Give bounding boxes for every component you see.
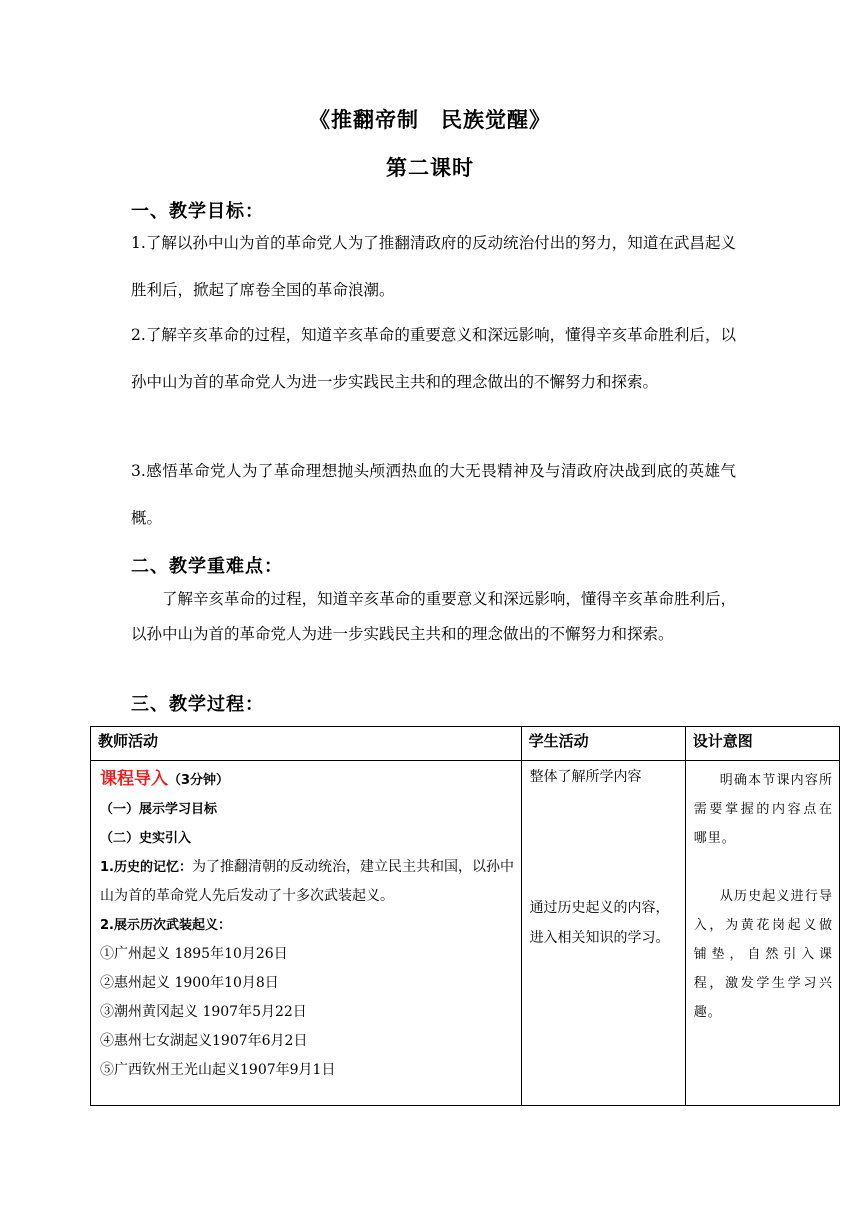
design-intent-1: 明确本节课内容所需要掌握的内容点在哪里。	[693, 773, 833, 846]
table-row	[91, 761, 840, 1106]
student-activity-cell	[521, 761, 685, 1106]
intro-title: 课程导入	[100, 769, 168, 789]
header-teacher-activity: 教师活动	[91, 727, 522, 761]
objective-item-1: 1.了解以孙中山为首的革命党人为了推翻清政府的反动统治付出的努力，知道在武昌起义胜利后，掀起了席卷全国的革命浪潮。	[131, 234, 736, 299]
list-item: ②惠州起义 1900年10月8日	[100, 975, 279, 991]
design-spacer	[694, 853, 833, 882]
step-show-objectives: （一）展示学习目标	[100, 802, 218, 817]
history-memory-label: 1.历史的记忆：	[100, 860, 192, 875]
history-memory	[100, 853, 515, 911]
table-header-row	[91, 727, 840, 761]
uprisings-label: 2.展示历次武装起义：	[100, 918, 231, 933]
lesson-table	[90, 726, 840, 1106]
step-historical-intro: （二）史实引入	[100, 831, 192, 846]
objective-item-3: 3.感悟革命党人为了革命理想抛头颅洒热血的大无畏精神及与清政府决战到底的英雄气概。	[131, 462, 736, 527]
document-subtitle: 第二课时	[386, 156, 474, 180]
section-heading-process: 三、教学过程：	[131, 694, 264, 715]
student-activity-2: 通过历史起义的内容，进入相关知识的学习。	[529, 900, 670, 946]
teacher-activity-cell	[91, 761, 522, 1106]
history-memory-text: 为了推翻清朝的反动统治，建立民主共和国，以孙中山为首的革命党人先后发动了十多次武装起义。	[100, 859, 514, 904]
list-item: ①广州起义 1895年10月26日	[100, 946, 288, 962]
design-intent-cell	[685, 761, 839, 1106]
header-design-intent: 设计意图	[685, 727, 839, 761]
header-student-activity: 学生活动	[521, 727, 685, 761]
design-intent-2: 从历史起义进行导入，为黄花岗起义做铺垫，自然引入课程，激发学生学习兴趣。	[693, 889, 833, 1020]
list-item: ⑤广西钦州王光山起义1907年9月1日	[100, 1062, 336, 1078]
list-item: ③潮州黄冈起义 1907年5月22日	[100, 1004, 307, 1020]
intro-time: （3分钟）	[168, 773, 230, 788]
section-heading-key-points: 二、教学重难点：	[131, 556, 283, 577]
student-spacer	[530, 787, 679, 893]
document-title: 《推翻帝制 民族觉醒》	[309, 108, 551, 132]
list-item: ④惠州七女湖起义1907年6月2日	[100, 1033, 308, 1049]
section-heading-objectives: 一、教学目标：	[131, 201, 264, 222]
intro-line	[100, 765, 515, 795]
key-points-text: 了解辛亥革命的过程，知道辛亥革命的重要意义和深远影响，懂得辛亥革命胜利后，以孙中山为首的革命党人为进一步实践民主共和的理念做出的不懈努力和探索。	[131, 590, 736, 643]
objective-item-2: 2.了解辛亥革命的过程，知道辛亥革命的重要意义和深远影响，懂得辛亥革命胜利后，以孙中山为首的革命党人为进一步实践民主共和的理念做出的不懈努力和探索。	[131, 326, 736, 391]
student-activity-1: 整体了解所学内容	[529, 769, 642, 785]
